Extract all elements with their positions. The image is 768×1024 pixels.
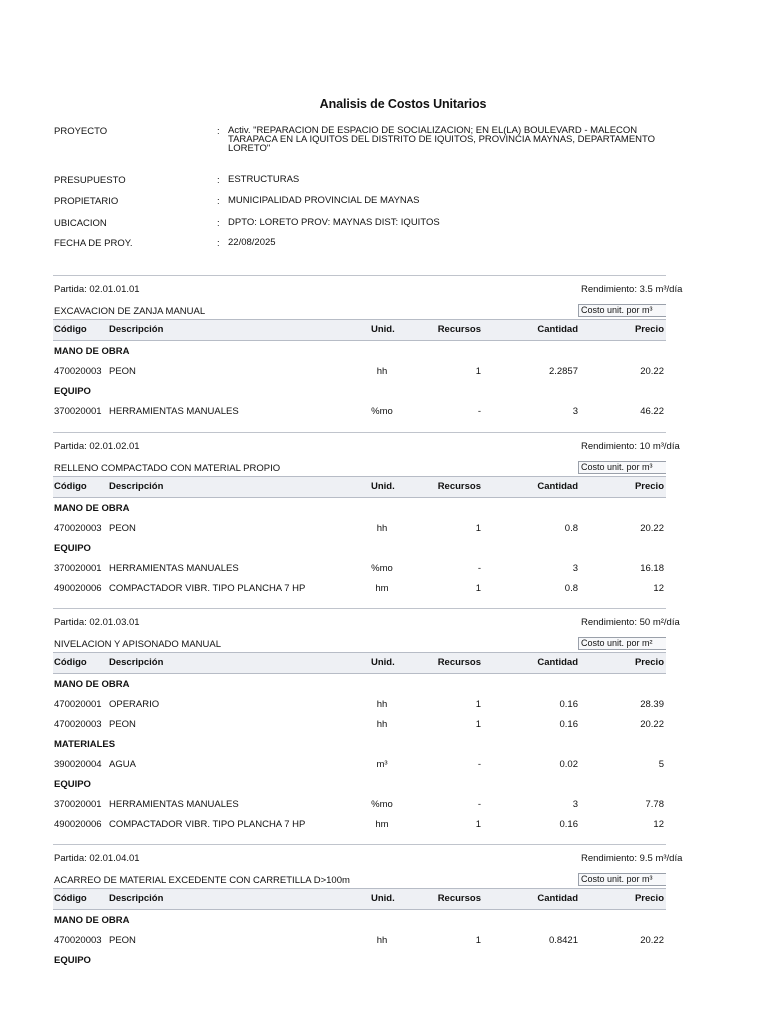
table-row: [53, 935, 666, 949]
cell-precio: 7.78: [645, 799, 664, 810]
header-codigo: Código: [54, 657, 87, 668]
cell-precio: 12: [653, 819, 664, 830]
cell-unid: hh: [376, 366, 388, 377]
costo-unitario-box: Costo unit. por m³: [578, 304, 666, 317]
header-recursos: Recursos: [437, 657, 481, 668]
info-colon: :: [217, 196, 220, 207]
header-precio: Precio: [634, 481, 664, 492]
cell-codigo: 370020001: [54, 563, 102, 574]
info-label: PROPIETARIO: [54, 196, 119, 207]
cell-precio: 12: [653, 583, 664, 594]
cell-descripcion: COMPACTADOR VIBR. TIPO PLANCHA 7 HP: [109, 819, 306, 830]
cell-codigo: 390020004: [54, 759, 102, 770]
cell-unid: %mo: [371, 799, 393, 810]
cell-codigo: 470020003: [54, 523, 102, 534]
cell-recursos: 1: [475, 819, 481, 830]
table-row: [53, 366, 666, 380]
cell-cantidad: 3: [572, 406, 578, 417]
header-unid: Unid.: [371, 324, 395, 335]
header-descripcion: Descripción: [109, 324, 164, 335]
table-header: [53, 888, 666, 910]
info-value: MUNICIPALIDAD PROVINCIAL DE MAYNAS: [228, 195, 420, 206]
partida-rendimiento: Rendimiento: 9.5 m³/día: [581, 853, 683, 864]
cell-descripcion: PEON: [109, 523, 136, 534]
partida-separator: [53, 275, 666, 276]
cell-cantidad: 0.8: [564, 523, 578, 534]
table-row: [53, 759, 666, 773]
group-label: EQUIPO: [54, 955, 91, 966]
info-value: Activ. "REPARACION DE ESPACIO DE SOCIALIZACION; EN EL(LA) BOULEVARD - MALECON TARAPACA EN LA IQUITOS DEL DISTRITO DE IQUITOS, PROVINCIA MAYNAS, DEPARTAMENTO LORETO": [228, 125, 656, 154]
cell-precio: 20.22: [640, 366, 664, 377]
group-label: MATERIALES: [54, 739, 116, 750]
cell-codigo: 370020001: [54, 799, 102, 810]
group-label: MANO DE OBRA: [54, 915, 130, 926]
document-title: Analisis de Costos Unitarios: [319, 97, 487, 111]
cell-recursos: -: [477, 406, 481, 417]
costo-unitario-box: Costo unit. por m²: [578, 637, 666, 650]
info-colon: :: [217, 175, 220, 186]
group-label: EQUIPO: [54, 779, 91, 790]
partida-description: NIVELACION Y APISONADO MANUAL: [54, 639, 222, 650]
table-row: [53, 583, 666, 597]
table-row: [53, 819, 666, 833]
partida-code: Partida: 02.01.04.01: [54, 853, 140, 864]
table-row: [53, 719, 666, 733]
header-cantidad: Cantidad: [537, 324, 578, 335]
table-header: [53, 319, 666, 341]
cell-codigo: 470020003: [54, 935, 102, 946]
partida-separator: [53, 432, 666, 433]
cell-unid: hm: [375, 819, 389, 830]
partida-code: Partida: 02.01.01.01: [54, 284, 140, 295]
cell-recursos: -: [477, 563, 481, 574]
partida-code: Partida: 02.01.02.01: [54, 441, 140, 452]
group-label: MANO DE OBRA: [54, 346, 130, 357]
cell-recursos: 1: [475, 523, 481, 534]
cell-cantidad: 2.2857: [548, 366, 578, 377]
table-row: [53, 406, 666, 420]
cell-recursos: 1: [475, 366, 481, 377]
header-precio: Precio: [634, 893, 664, 904]
cell-codigo: 490020006: [54, 819, 102, 830]
info-value: DPTO: LORETO PROV: MAYNAS DIST: IQUITOS: [228, 217, 440, 228]
cell-unid: %mo: [371, 406, 393, 417]
table-row: [53, 563, 666, 577]
info-row: [54, 175, 666, 189]
cell-precio: 20.22: [640, 719, 664, 730]
cell-codigo: 470020003: [54, 719, 102, 730]
info-colon: :: [217, 218, 220, 229]
cell-recursos: 1: [475, 583, 481, 594]
info-row: [54, 218, 666, 232]
table-header: [53, 652, 666, 674]
cell-descripcion: HERRAMIENTAS MANUALES: [109, 799, 239, 810]
cell-cantidad: 0.02: [559, 759, 578, 770]
header-codigo: Código: [54, 481, 87, 492]
cell-descripcion: HERRAMIENTAS MANUALES: [109, 563, 239, 574]
partida-description: ACARREO DE MATERIAL EXCEDENTE CON CARRETILLA D>100m: [54, 875, 350, 886]
table-row: [53, 699, 666, 713]
cell-unid: hh: [376, 719, 388, 730]
info-label: FECHA DE PROY.: [54, 238, 133, 249]
header-cantidad: Cantidad: [537, 657, 578, 668]
cell-precio: 16.18: [640, 563, 664, 574]
cell-precio: 28.39: [640, 699, 664, 710]
group-label: MANO DE OBRA: [54, 503, 130, 514]
header-unid: Unid.: [371, 893, 395, 904]
info-label: UBICACION: [54, 218, 107, 229]
header-precio: Precio: [634, 324, 664, 335]
info-colon: :: [217, 126, 220, 137]
cell-descripcion: PEON: [109, 719, 136, 730]
cell-descripcion: AGUA: [109, 759, 136, 770]
cell-cantidad: 0.16: [559, 699, 578, 710]
cell-cantidad: 0.16: [559, 719, 578, 730]
header-recursos: Recursos: [437, 324, 481, 335]
cell-recursos: 1: [475, 719, 481, 730]
cell-cantidad: 3: [572, 563, 578, 574]
cell-precio: 46.22: [640, 406, 664, 417]
cell-unid: hh: [376, 935, 388, 946]
table-row: [53, 523, 666, 537]
cell-descripcion: OPERARIO: [109, 699, 160, 710]
info-row: [54, 125, 666, 154]
table-header: [53, 476, 666, 498]
partida-code: Partida: 02.01.03.01: [54, 617, 140, 628]
partida-description: EXCAVACION DE ZANJA MANUAL: [54, 306, 206, 317]
cell-cantidad: 3: [572, 799, 578, 810]
header-descripcion: Descripción: [109, 657, 164, 668]
cell-cantidad: 0.16: [559, 819, 578, 830]
header-descripcion: Descripción: [109, 893, 164, 904]
partida-rendimiento: Rendimiento: 3.5 m³/día: [581, 284, 683, 295]
cell-precio: 20.22: [640, 523, 664, 534]
info-value: ESTRUCTURAS: [228, 174, 300, 185]
cell-cantidad: 0.8: [564, 583, 578, 594]
partida-description: RELLENO COMPACTADO CON MATERIAL PROPIO: [54, 463, 281, 474]
cell-descripcion: PEON: [109, 935, 136, 946]
cell-precio: 5: [658, 759, 664, 770]
header-unid: Unid.: [371, 657, 395, 668]
header-descripcion: Descripción: [109, 481, 164, 492]
partida-separator: [53, 608, 666, 609]
info-label: PRESUPUESTO: [54, 175, 126, 186]
info-label: PROYECTO: [54, 126, 108, 137]
info-colon: :: [217, 238, 220, 249]
cell-unid: hh: [376, 699, 388, 710]
cell-unid: hh: [376, 523, 388, 534]
cell-descripcion: HERRAMIENTAS MANUALES: [109, 406, 239, 417]
cell-unid: hm: [375, 583, 389, 594]
header-codigo: Código: [54, 324, 87, 335]
header-recursos: Recursos: [437, 481, 481, 492]
partida-rendimiento: Rendimiento: 10 m³/día: [581, 441, 680, 452]
partida-rendimiento: Rendimiento: 50 m²/día: [581, 617, 680, 628]
cell-descripcion: COMPACTADOR VIBR. TIPO PLANCHA 7 HP: [109, 583, 306, 594]
partida-separator: [53, 844, 666, 845]
header-recursos: Recursos: [437, 893, 481, 904]
header-cantidad: Cantidad: [537, 481, 578, 492]
cell-recursos: -: [477, 759, 481, 770]
cell-codigo: 470020003: [54, 366, 102, 377]
info-value: 22/08/2025: [228, 237, 276, 248]
header-codigo: Código: [54, 893, 87, 904]
cell-codigo: 370020001: [54, 406, 102, 417]
cell-descripcion: PEON: [109, 366, 136, 377]
group-label: MANO DE OBRA: [54, 679, 130, 690]
cell-recursos: 1: [475, 699, 481, 710]
cell-precio: 20.22: [640, 935, 664, 946]
cell-recursos: -: [477, 799, 481, 810]
header-precio: Precio: [634, 657, 664, 668]
cell-recursos: 1: [475, 935, 481, 946]
cell-unid: %mo: [371, 563, 393, 574]
cell-codigo: 470020001: [54, 699, 102, 710]
group-label: EQUIPO: [54, 543, 91, 554]
cell-codigo: 490020006: [54, 583, 102, 594]
costo-unitario-box: Costo unit. por m³: [578, 461, 666, 474]
info-row: [54, 238, 666, 252]
table-row: [53, 799, 666, 813]
header-unid: Unid.: [371, 481, 395, 492]
costo-unitario-box: Costo unit. por m³: [578, 873, 666, 886]
group-label: EQUIPO: [54, 386, 91, 397]
info-row: [54, 196, 666, 210]
cell-cantidad: 0.8421: [548, 935, 578, 946]
cell-unid: m³: [376, 759, 388, 770]
header-cantidad: Cantidad: [537, 893, 578, 904]
